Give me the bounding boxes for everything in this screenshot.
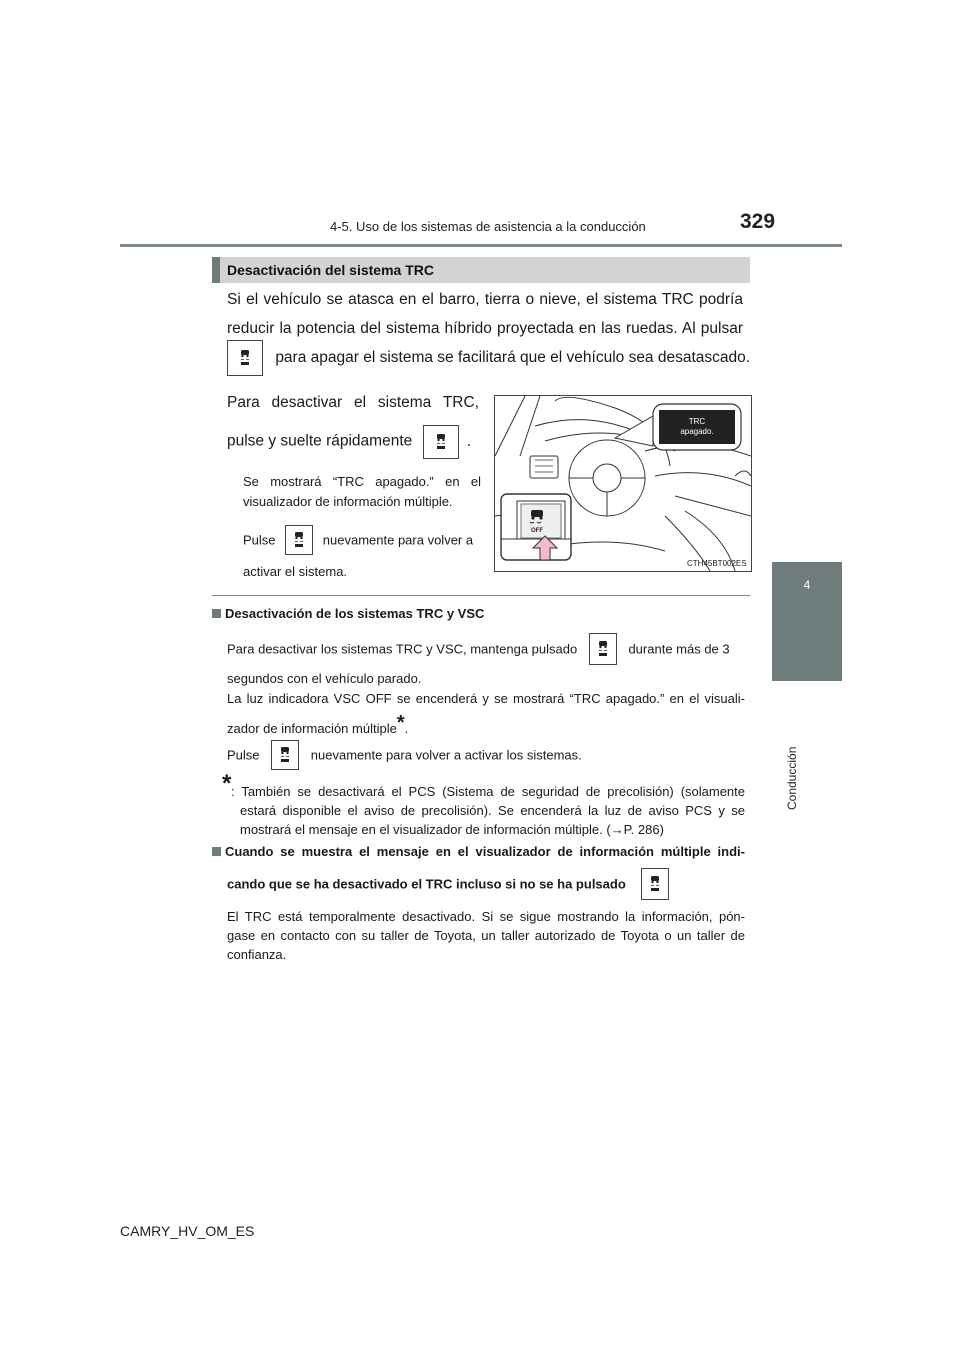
trc-vsc-heading [212, 604, 484, 624]
message-body-line-2: gase en contacto con su taller de Toyota, un taller autorizado de Toyota o un taller de [227, 928, 745, 943]
footnote-line-3: mostrará el mensaje en el visualizador de información múltiple. (→P. 286) [240, 822, 664, 837]
section-title-bar [212, 257, 750, 283]
note-2a-post: nuevamente para volver a [322, 532, 474, 548]
bullet-square-icon [212, 847, 221, 856]
trc-vsc-p1 [227, 633, 747, 665]
intro-line-3 [227, 340, 750, 376]
intro-line-3-text: para apagar el sistema se facilitará que el vehículo sea desatascado. [275, 348, 751, 366]
message-heading-line-1-text: Cuando se muestra el mensaje en el visualizador de información múltiple indi- [225, 844, 745, 859]
deactivate-line-2-end: . [466, 432, 472, 450]
bullet-square-icon [212, 609, 221, 618]
footnote-line-1: : También se desactivará el PCS (Sistema de seguridad de precolisión) (solamente [231, 784, 745, 799]
deactivate-line-2 [227, 425, 471, 457]
trc-vsc-p2-line2 [227, 708, 408, 739]
chapter-number: 4 [803, 578, 811, 592]
page-number: 329 [740, 210, 776, 233]
figure-code: CTH45BT002ES [687, 559, 747, 568]
trc-vsc-p3-pre: Pulse [227, 747, 260, 763]
section-divider [212, 595, 750, 596]
trc-off-button-icon [285, 525, 313, 555]
figure-callout-line-1: TRC [688, 417, 706, 426]
trc-vsc-p1-pre: Para desactivar los sistemas TRC y VSC, mantenga pulsado [227, 641, 578, 657]
deactivate-line-2-text: pulse y suelte rápidamente [227, 432, 413, 450]
intro-line-1: Si el vehículo se atasca en el barro, tierra o nieve, el sistema TRC podría [227, 291, 743, 308]
figure-callout-line-2: apagado. [680, 427, 714, 436]
dashboard-drawing [495, 396, 751, 571]
message-heading-line-2-text: cando que se ha desactivado el TRC incluso si no se ha pulsado [227, 876, 626, 892]
section-title: Desactivación del sistema TRC [227, 262, 434, 278]
trc-off-button-icon [641, 868, 669, 900]
trc-vsc-p3 [227, 740, 582, 770]
trc-off-button-icon [423, 425, 459, 459]
dashboard-illustration [494, 395, 752, 572]
trc-off-button-icon [589, 633, 617, 665]
message-heading-line-1 [212, 842, 745, 862]
trc-vsc-p2-line1: La luz indicadora VSC OFF se encenderá y se mostrará “TRC apagado.” en el visuali- [227, 691, 745, 706]
message-body-line-3: confianza. [227, 947, 287, 962]
trc-vsc-p1-post: durante más de 3 [628, 641, 730, 657]
deactivate-line-1: Para desactivar el sistema TRC, [227, 394, 479, 411]
header-section-title: 4-5. Uso de los sistemas de asistencia a la conducción [330, 219, 646, 234]
trc-off-button-icon [227, 340, 263, 376]
trc-vsc-p1-line2: segundos con el vehículo parado. [227, 671, 422, 686]
footnote-line-2: estará disponible el aviso de precolisión). Se encenderá la luz de aviso PCS y se [240, 803, 745, 818]
trc-vsc-p3-post: nuevamente para volver a activar los sistemas. [310, 747, 582, 763]
deactivate-note-1b: visualizador de información múltiple. [243, 494, 453, 509]
footnote-star: * [396, 712, 405, 734]
section-title-accent [212, 257, 220, 283]
trc-vsc-p2-end: . [404, 721, 409, 736]
trc-vsc-p2-line2-text: zador de información múltiple [227, 721, 397, 736]
message-heading-line-2 [227, 868, 669, 900]
deactivate-note-2a [243, 525, 481, 555]
chapter-label [785, 700, 805, 810]
header-rule [120, 244, 842, 247]
intro-line-2: reducir la potencia del sistema híbrido proyectada en las ruedas. Al pulsar [227, 320, 743, 337]
document-code: CAMRY_HV_OM_ES [120, 1223, 255, 1239]
chapter-label-text: Conducción [785, 746, 799, 810]
footnote-mark: * [222, 770, 232, 797]
deactivate-note-2b: activar el sistema. [243, 564, 348, 579]
trc-vsc-heading-text: Desactivación de los sistemas TRC y VSC [225, 606, 485, 621]
message-body-line-1: El TRC está temporalmente desactivado. Si se sigue mostrando la información, pón- [227, 909, 745, 924]
figure-off-label: OFF [531, 528, 543, 534]
note-2a-pre: Pulse [243, 532, 276, 548]
trc-off-button-icon [271, 740, 299, 770]
deactivate-note-1a: Se mostrará “TRC apagado.” en el [243, 474, 481, 489]
